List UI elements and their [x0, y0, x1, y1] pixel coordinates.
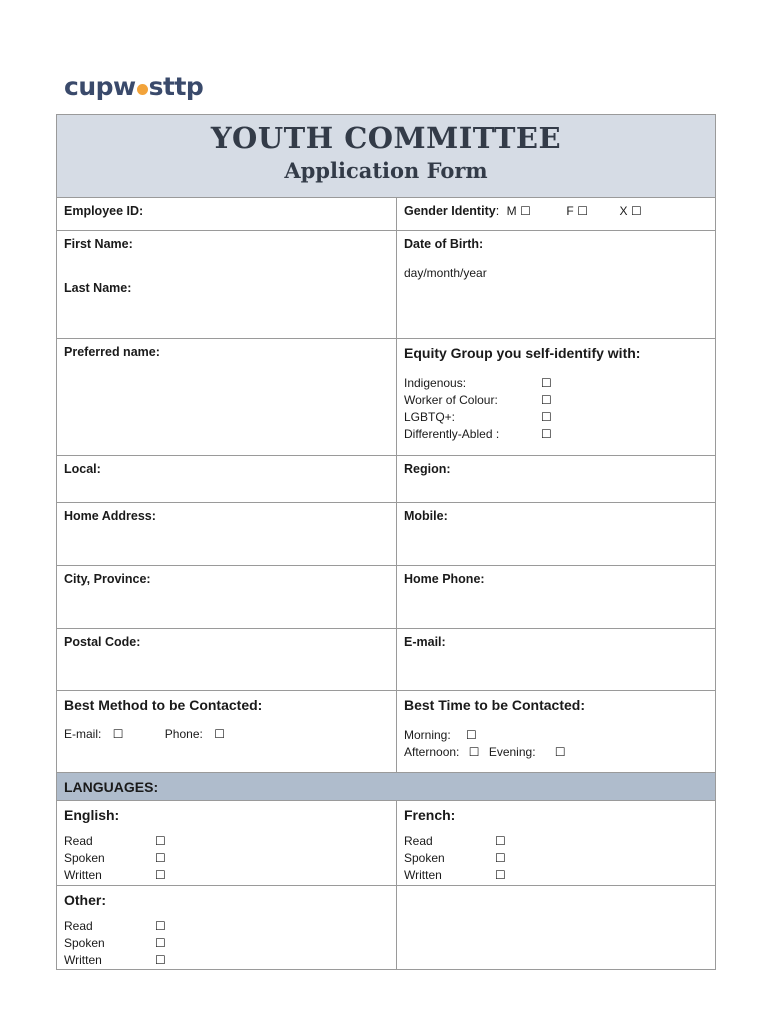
- email-label: E-mail:: [404, 635, 446, 649]
- french-field: [397, 801, 715, 885]
- equity-options: [404, 375, 708, 443]
- best-time-label: Best Time to be Contacted:: [404, 697, 585, 713]
- home-phone-label: Home Phone:: [404, 572, 485, 586]
- other-language-field: [57, 886, 397, 969]
- logo-text-right: sttp: [148, 71, 204, 101]
- mobile-field[interactable]: [397, 503, 715, 565]
- local-label: Local:: [64, 462, 101, 476]
- skill-label: Spoken: [64, 851, 105, 865]
- skill-row: [404, 850, 708, 867]
- french-read-checkbox[interactable]: ☐: [495, 834, 506, 848]
- mobile-label: Mobile:: [404, 509, 448, 523]
- equity-option-label: Indigenous:: [404, 376, 467, 390]
- home-address-field[interactable]: [57, 503, 397, 565]
- languages-section-header: LANGUAGES:: [57, 773, 715, 801]
- home-phone-field[interactable]: [397, 566, 715, 628]
- skill-row: [64, 952, 389, 969]
- french-skills: [404, 833, 708, 884]
- equity-indigenous-checkbox[interactable]: ☐: [541, 376, 552, 390]
- time-evening-checkbox[interactable]: ☐: [554, 745, 566, 759]
- email-field[interactable]: [397, 629, 715, 690]
- equity-colour-checkbox[interactable]: ☐: [541, 393, 552, 407]
- time-morning-label: Morning:: [404, 728, 451, 742]
- french-spoken-checkbox[interactable]: ☐: [495, 851, 506, 865]
- row-employee-gender: [57, 198, 715, 231]
- name-fields[interactable]: [57, 231, 397, 338]
- home-address-label: Home Address:: [64, 509, 156, 523]
- best-method-label: Best Method to be Contacted:: [64, 697, 263, 713]
- date-of-birth-field[interactable]: [397, 231, 715, 338]
- skill-row: [64, 918, 389, 935]
- employee-id-field[interactable]: [57, 198, 397, 230]
- best-time-field: [397, 691, 715, 772]
- last-name-label: Last Name:: [64, 281, 132, 295]
- date-of-birth-label: Date of Birth:: [404, 237, 484, 251]
- row-city-phone: [57, 566, 715, 629]
- skill-row: [64, 850, 389, 867]
- time-afternoon-label: Afternoon:: [404, 745, 460, 759]
- skill-label: Written: [64, 953, 102, 967]
- time-evening-label: Evening:: [488, 745, 536, 759]
- skill-label: Spoken: [64, 936, 105, 950]
- postal-code-field[interactable]: [57, 629, 397, 690]
- region-label: Region:: [404, 462, 451, 476]
- form-subtitle: Application Form: [284, 158, 488, 183]
- city-province-field[interactable]: [57, 566, 397, 628]
- row-postal-email: [57, 629, 715, 691]
- form-header: [57, 115, 715, 198]
- preferred-name-field[interactable]: [57, 339, 397, 455]
- gender-m-checkbox[interactable]: ☐: [520, 204, 531, 218]
- skill-row: [64, 935, 389, 952]
- method-options: [64, 727, 389, 741]
- english-skills: [64, 833, 389, 884]
- gender-x-label: X: [619, 204, 628, 218]
- equity-option: [404, 426, 708, 443]
- method-phone-label: Phone:: [164, 727, 203, 741]
- skill-label: Written: [64, 868, 102, 882]
- equity-option-label: LGBTQ+:: [404, 410, 456, 424]
- other-label: Other:: [64, 892, 106, 908]
- dob-format-hint: day/month/year: [404, 266, 487, 280]
- row-local-region: [57, 456, 715, 503]
- skill-row: [404, 833, 708, 850]
- equity-option-label: Worker of Colour:: [404, 393, 498, 407]
- method-email-label: E-mail:: [64, 727, 102, 741]
- time-afternoon-checkbox[interactable]: ☐: [468, 745, 480, 759]
- skill-label: Read: [64, 834, 93, 848]
- logo-dot-icon: [137, 84, 148, 95]
- application-form: [56, 114, 716, 970]
- row-contact-preferences: [57, 691, 715, 773]
- gender-identity-field: [397, 198, 715, 230]
- equity-option: [404, 409, 708, 426]
- skill-label: Written: [404, 868, 442, 882]
- skill-label: Read: [404, 834, 433, 848]
- skill-row: [404, 867, 708, 884]
- gender-identity-label: Gender Identity: [404, 204, 496, 218]
- row-english-french: [57, 801, 715, 886]
- other-written-checkbox[interactable]: ☐: [155, 953, 166, 967]
- time-morning-checkbox[interactable]: ☐: [466, 728, 477, 742]
- english-spoken-checkbox[interactable]: ☐: [155, 851, 166, 865]
- equity-option-label: Differently-Abled :: [404, 427, 500, 441]
- gender-f-checkbox[interactable]: ☐: [577, 204, 588, 218]
- equity-group-field: [397, 339, 715, 455]
- french-label: French:: [404, 807, 456, 823]
- skill-row: [64, 867, 389, 884]
- row-other-language: [57, 886, 715, 969]
- french-written-checkbox[interactable]: ☐: [495, 868, 506, 882]
- gender-colon: :: [495, 204, 500, 218]
- english-field: [57, 801, 397, 885]
- equity-abled-checkbox[interactable]: ☐: [541, 427, 552, 441]
- english-label: English:: [64, 807, 120, 823]
- postal-code-label: Postal Code:: [64, 635, 141, 649]
- logo-text-left: cupw: [64, 71, 136, 101]
- skill-row: [64, 833, 389, 850]
- region-field[interactable]: [397, 456, 715, 502]
- english-written-checkbox[interactable]: ☐: [155, 868, 166, 882]
- equity-option: [404, 392, 708, 409]
- row-name-dob: [57, 231, 715, 339]
- local-field[interactable]: [57, 456, 397, 502]
- employee-id-label: Employee ID:: [64, 204, 144, 218]
- method-phone-checkbox[interactable]: ☐: [214, 727, 225, 741]
- equity-option: [404, 375, 708, 392]
- gender-f-label: F: [566, 204, 574, 218]
- english-read-checkbox[interactable]: ☐: [155, 834, 166, 848]
- equity-lgbtq-checkbox[interactable]: ☐: [541, 410, 552, 424]
- time-options: [404, 727, 708, 761]
- cupw-logo: [64, 70, 203, 102]
- best-method-field: [57, 691, 397, 772]
- other-spoken-checkbox[interactable]: ☐: [155, 936, 166, 950]
- preferred-name-label: Preferred name:: [64, 345, 160, 359]
- gender-m-label: M: [506, 204, 517, 218]
- row-address-mobile: [57, 503, 715, 566]
- skill-label: Read: [64, 919, 93, 933]
- row-preferred-equity: [57, 339, 715, 456]
- first-name-label: First Name:: [64, 237, 133, 251]
- city-province-label: City, Province:: [64, 572, 151, 586]
- other-read-checkbox[interactable]: ☐: [155, 919, 166, 933]
- skill-label: Spoken: [404, 851, 445, 865]
- method-email-checkbox[interactable]: ☐: [112, 727, 124, 741]
- empty-cell: [397, 886, 715, 969]
- gender-x-checkbox[interactable]: ☐: [630, 204, 642, 218]
- equity-group-label: Equity Group you self-identify with:: [404, 345, 641, 361]
- other-skills: [64, 918, 389, 969]
- form-title: YOUTH COMMITTEE: [210, 121, 562, 155]
